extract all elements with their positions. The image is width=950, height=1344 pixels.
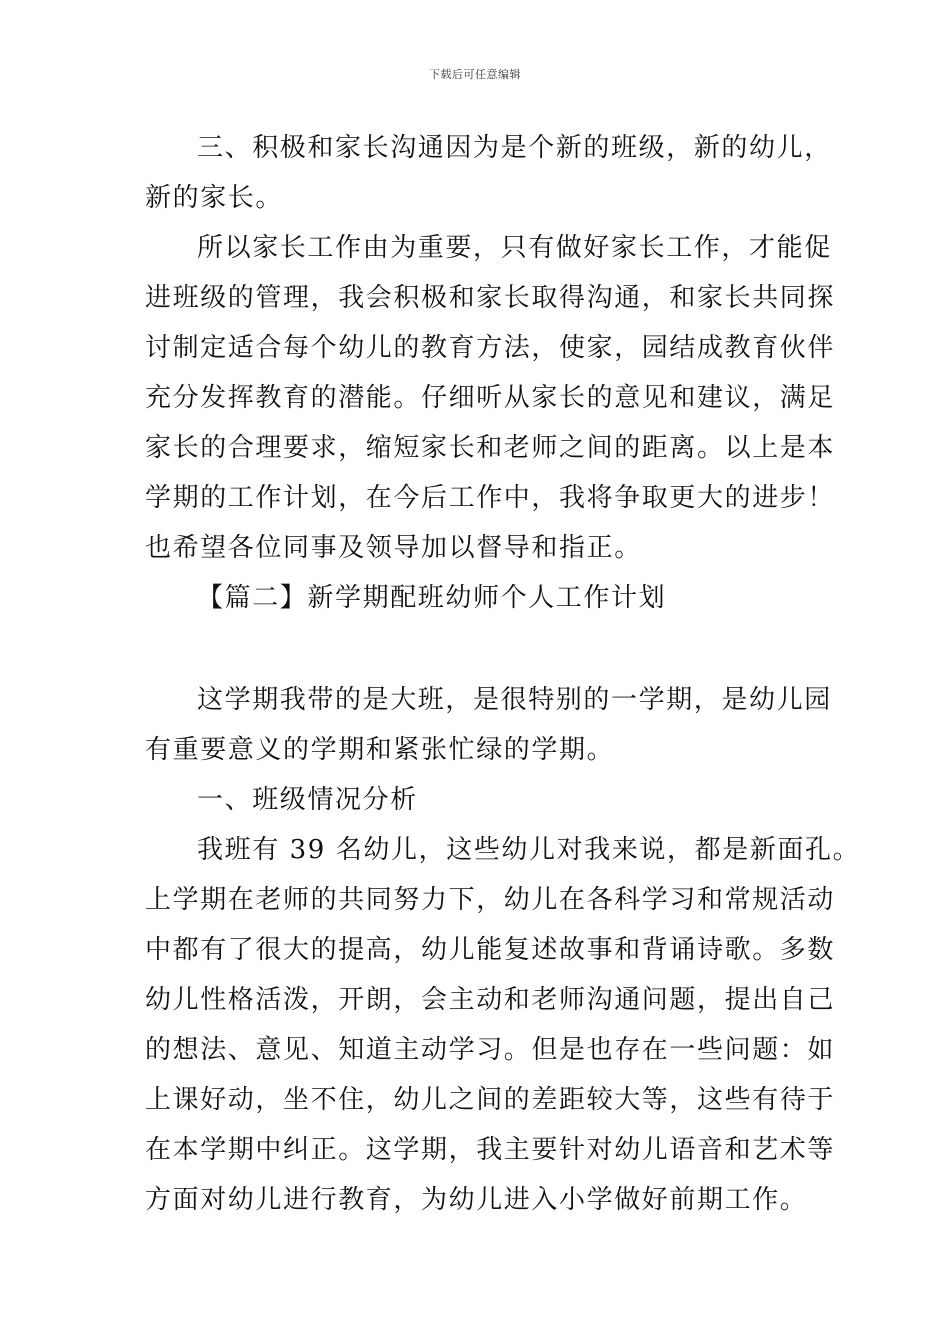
paragraph-line: 的想法、意见、知道主动学习。但是也存在一些问题：如 (145, 1035, 836, 1065)
paragraph-line: 在本学期中纠正。这学期，我主要针对幼儿语音和艺术等 (145, 1135, 836, 1165)
paragraph-line: 也希望各位同事及领导加以督导和指正。 (145, 533, 642, 563)
paragraph-line: 这学期我带的是大班，是很特别的一学期，是幼儿园 (197, 685, 832, 715)
paragraph-line: 中都有了很大的提高，幼儿能复述故事和背诵诗歌。多数 (145, 935, 836, 965)
paragraph-line: 上课好动，坐不住，幼儿之间的差距较大等，这些有待于 (145, 1085, 836, 1115)
paragraph-line: 三、积极和家长沟通因为是个新的班级，新的幼儿， (197, 133, 832, 163)
paragraph-line: 家长的合理要求，缩短家长和老师之间的距离。以上是本 (145, 433, 836, 463)
paragraph-line: 幼儿性格活泼，开朗，会主动和老师沟通问题，提出自己 (145, 985, 836, 1015)
section-heading: 【篇二】新学期配班幼师个人工作计划 (197, 583, 667, 613)
paragraph-line: 我班有 39 名幼儿，这些幼儿对我来说，都是新面孔。 (197, 835, 861, 865)
header-note: 下载后可任意编辑 (429, 68, 521, 81)
paragraph-line: 上学期在老师的共同努力下，幼儿在各科学习和常规活动 (145, 885, 836, 915)
paragraph-line: 进班级的管理，我会积极和家长取得沟通，和家长共同探 (145, 283, 836, 313)
paragraph-line: 讨制定适合每个幼儿的教育方法，使家，园结成教育伙伴 (145, 333, 836, 363)
subsection-heading: 一、班级情况分析 (197, 785, 418, 815)
paragraph-line: 学期的工作计划，在今后工作中，我将争取更大的进步！ (145, 483, 836, 513)
paragraph-line: 新的家长。 (145, 183, 284, 213)
paragraph-line: 方面对幼儿进行教育，为幼儿进入小学做好前期工作。 (145, 1185, 808, 1215)
paragraph-line: 有重要意义的学期和紧张忙绿的学期。 (145, 735, 615, 765)
paragraph-line: 所以家长工作由为重要，只有做好家长工作，才能促 (197, 233, 832, 263)
paragraph-line: 充分发挥教育的潜能。仔细听从家长的意见和建议，满足 (145, 383, 836, 413)
